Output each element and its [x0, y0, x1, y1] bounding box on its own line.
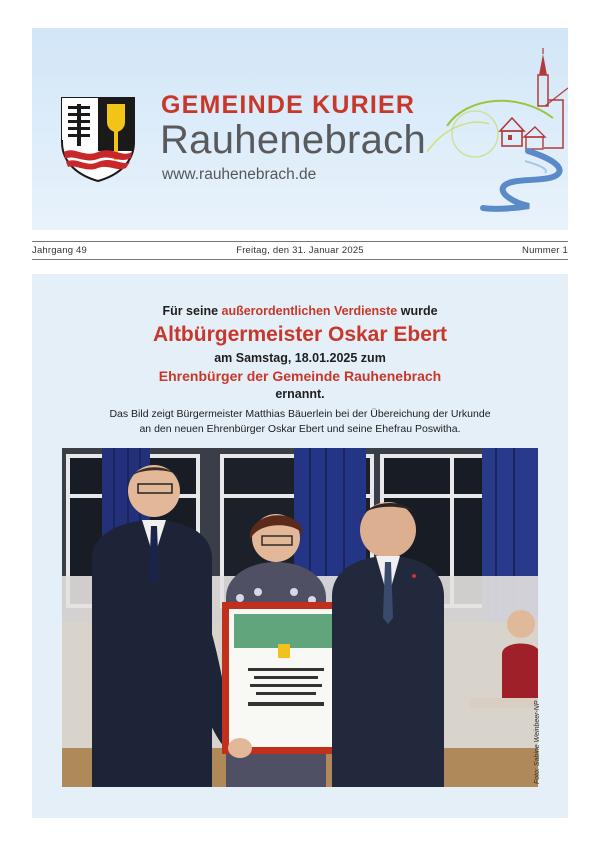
church-village-icon — [427, 48, 568, 218]
honor-title: Ehrenbürger der Gemeinde Rauhenebrach — [158, 368, 442, 384]
issue-number: Nummer 1 — [522, 245, 568, 256]
issue-date: Freitag, den 31. Januar 2025 — [236, 245, 364, 256]
caption-line-1: Das Bild zeigt Bürgermeister Matthias Bäuerlein bei der Übereichung der Urkunde — [109, 408, 491, 420]
intro-post: wurde — [397, 304, 438, 318]
photo-credit: Foto: Sabine Weinbeer-NP — [534, 700, 541, 784]
intro-line — [32, 304, 568, 318]
issue-info-bar — [32, 241, 568, 260]
front-page-article — [32, 274, 568, 818]
headline-suffix: ernannt. — [275, 387, 325, 401]
intro-highlight: außerordentlichen Verdienste — [221, 304, 398, 318]
coat-of-arms-icon — [60, 96, 136, 182]
award-ceremony-photo — [62, 448, 538, 787]
masthead-title-top: GEMEINDE KURIER — [161, 91, 416, 119]
masthead-banner — [32, 28, 568, 230]
intro-pre: Für seine — [162, 304, 222, 318]
caption-line-2: an den neuen Ehrenbürger Oskar Ebert und seine Ehefrau Poswitha. — [139, 423, 461, 435]
headline-name: Altbürgermeister Oskar Ebert — [152, 323, 448, 346]
masthead-url[interactable]: www.rauhenebrach.de — [162, 166, 317, 183]
issue-volume: Jahrgang 49 — [32, 245, 88, 256]
masthead-title-main: Rauhenebrach — [160, 118, 427, 162]
date-line: am Samstag, 18.01.2025 zum — [214, 351, 386, 365]
